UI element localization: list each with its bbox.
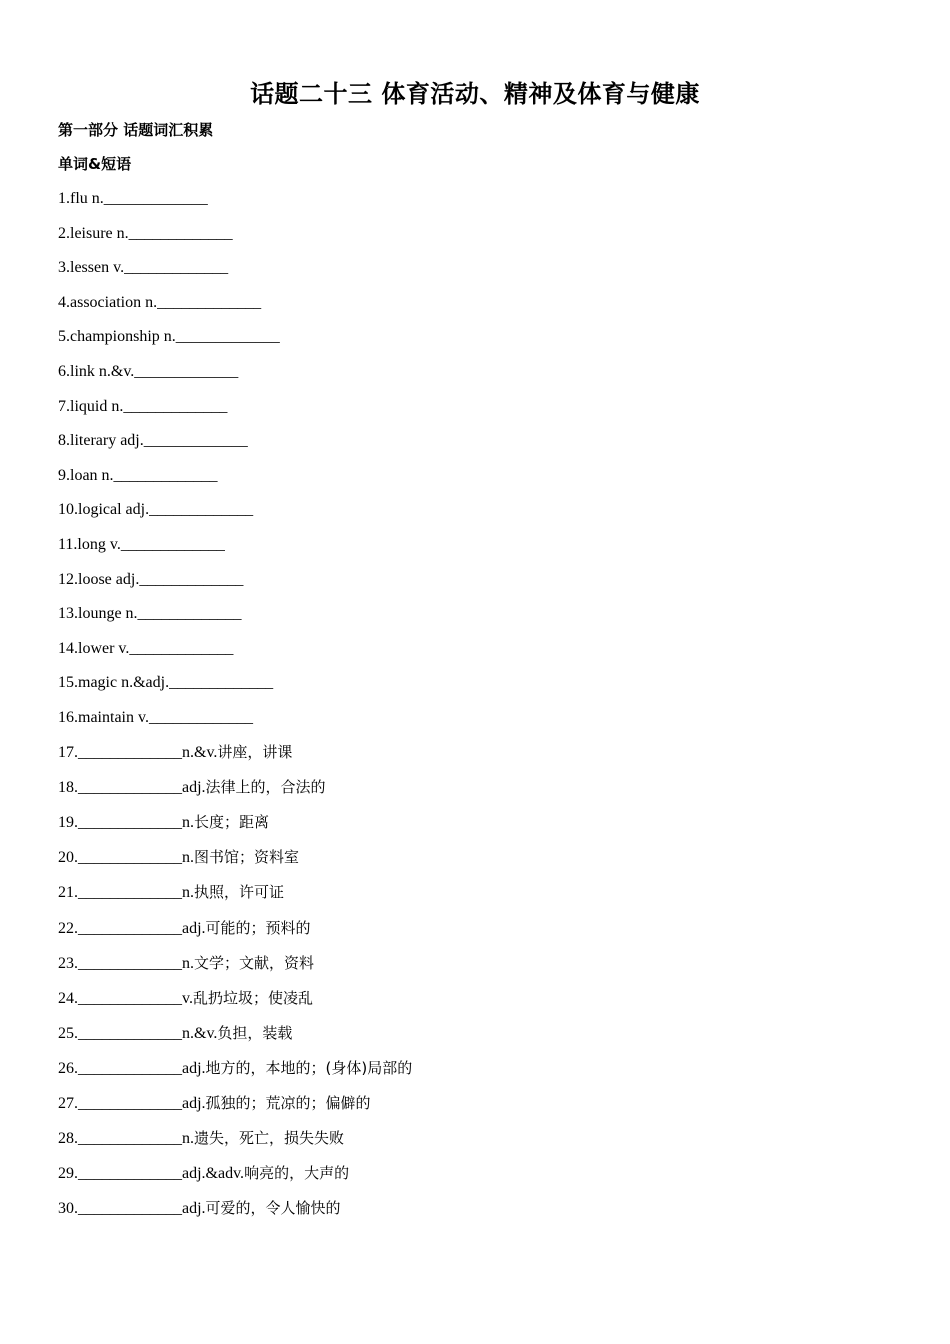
- answer-blank: _____________: [78, 1024, 182, 1042]
- item-word: logical adj.: [78, 501, 150, 519]
- item-part-of-speech: adj.: [182, 1200, 206, 1218]
- item-part-of-speech: v.: [182, 989, 193, 1007]
- vocab-item: [58, 326, 280, 348]
- item-number: 13.: [58, 605, 78, 623]
- answer-blank: _____________: [134, 363, 239, 380]
- item-meaning: 可爱的，令人愉快的: [205, 1199, 341, 1218]
- vocab-item: [58, 1057, 412, 1080]
- item-number: 8.: [58, 432, 70, 450]
- item-number: 24.: [58, 989, 78, 1007]
- item-part-of-speech: n.: [182, 814, 194, 832]
- vocab-item: [58, 603, 242, 625]
- vocab-item: [58, 776, 326, 799]
- item-number: 26.: [58, 1059, 78, 1077]
- item-number: 6.: [58, 363, 70, 380]
- vocab-item: [58, 1022, 292, 1045]
- answer-blank: _____________: [78, 1095, 182, 1112]
- item-number: 19.: [58, 814, 78, 832]
- item-part-of-speech: n.&v.: [182, 1024, 218, 1042]
- vocab-item: [58, 223, 233, 245]
- answer-blank: _____________: [129, 639, 234, 657]
- item-meaning: 可能的；预料的: [205, 918, 311, 937]
- item-number: 12.: [58, 570, 78, 588]
- vocab-item: [58, 465, 218, 487]
- vocab-item: [58, 1162, 349, 1185]
- vocab-item: [58, 430, 248, 452]
- item-number: 27.: [58, 1095, 78, 1112]
- vocab-item: [58, 811, 269, 834]
- vocab-item: [58, 638, 233, 660]
- item-part-of-speech: adj.: [182, 1095, 206, 1112]
- answer-blank: _____________: [113, 466, 218, 484]
- item-part-of-speech: adj.: [182, 779, 206, 797]
- vocab-item: [58, 257, 228, 279]
- item-word: loose adj.: [78, 570, 140, 588]
- item-word: flu n.: [70, 190, 104, 207]
- answer-blank: _____________: [157, 293, 262, 311]
- vocab-item: [58, 846, 299, 869]
- item-number: 14.: [58, 639, 78, 657]
- vocab-item: [58, 361, 238, 383]
- item-number: 3.: [58, 259, 70, 277]
- item-number: 29.: [58, 1165, 78, 1183]
- item-number: 2.: [58, 224, 70, 242]
- answer-blank: _____________: [175, 328, 280, 346]
- item-word: leisure n.: [70, 224, 129, 242]
- item-number: 7.: [58, 397, 70, 415]
- answer-blank: _____________: [169, 674, 274, 692]
- item-word: lounge n.: [78, 605, 138, 623]
- vocab-item: [58, 987, 313, 1010]
- answer-blank: _____________: [128, 224, 233, 242]
- vocab-item: [58, 741, 292, 764]
- item-part-of-speech: adj.: [182, 1059, 206, 1077]
- vocab-item: [58, 1127, 344, 1150]
- vocab-item: [58, 1092, 371, 1115]
- item-meaning: 法律上的，合法的: [205, 778, 326, 797]
- item-part-of-speech: n.: [182, 849, 194, 867]
- item-word: liquid n.: [70, 397, 124, 415]
- item-word: magic n.&adj.: [78, 674, 170, 692]
- item-number: 21.: [58, 884, 78, 902]
- item-number: 18.: [58, 779, 78, 797]
- answer-blank: _____________: [120, 536, 225, 553]
- answer-blank: _____________: [78, 1165, 182, 1183]
- item-number: 20.: [58, 849, 78, 867]
- answer-blank: _____________: [78, 849, 182, 867]
- item-word: lower v.: [78, 639, 130, 657]
- answer-blank: _____________: [103, 190, 208, 207]
- item-number: 17.: [58, 744, 78, 761]
- item-meaning: 响亮的，大声的: [244, 1164, 350, 1183]
- words-heading: 单词&短语: [58, 155, 132, 173]
- item-word: loan n.: [70, 466, 114, 484]
- vocab-item: [58, 707, 253, 729]
- vocab-item: [58, 292, 261, 314]
- item-number: 22.: [58, 919, 78, 937]
- item-number: 1.: [58, 190, 70, 207]
- item-part-of-speech: adj.&adv.: [182, 1165, 245, 1183]
- answer-blank: _____________: [78, 884, 182, 902]
- item-number: 11.: [58, 536, 78, 553]
- item-word: championship n.: [70, 328, 176, 346]
- item-meaning: 讲座，讲课: [217, 743, 293, 761]
- item-meaning: 文学；文献，资料: [194, 953, 315, 972]
- item-part-of-speech: n.: [182, 884, 194, 902]
- item-number: 25.: [58, 1024, 78, 1042]
- vocab-item: [58, 952, 314, 975]
- answer-blank: _____________: [148, 709, 253, 726]
- vocab-item: [58, 396, 227, 418]
- answer-blank: _____________: [143, 432, 248, 450]
- answer-blank: _____________: [137, 605, 242, 623]
- answer-blank: _____________: [139, 570, 244, 588]
- answer-blank: _____________: [78, 1059, 182, 1077]
- answer-blank: _____________: [124, 259, 229, 277]
- item-meaning: 图书馆；资料室: [194, 848, 300, 867]
- answer-blank: _____________: [78, 919, 182, 937]
- item-meaning: 地方的，本地的；(身体)局部的: [205, 1058, 413, 1077]
- answer-blank: _____________: [78, 989, 182, 1007]
- item-number: 4.: [58, 293, 70, 311]
- vocab-item: [58, 672, 273, 694]
- item-number: 23.: [58, 954, 78, 972]
- item-meaning: 负担，装载: [217, 1023, 293, 1042]
- item-number: 15.: [58, 674, 78, 692]
- item-meaning: 执照，许可证: [194, 883, 285, 902]
- answer-blank: _____________: [78, 954, 182, 972]
- answer-blank: _____________: [78, 1200, 182, 1218]
- item-number: 28.: [58, 1130, 78, 1148]
- item-word: lessen v.: [70, 259, 125, 277]
- page-title: 话题二十三 体育活动、精神及体育与健康: [250, 80, 700, 108]
- vocab-item: [58, 569, 243, 591]
- vocab-item: [58, 881, 284, 904]
- item-word: literary adj.: [70, 432, 144, 450]
- item-word: association n.: [70, 293, 158, 311]
- answer-blank: _____________: [78, 779, 182, 797]
- answer-blank: _____________: [78, 814, 182, 832]
- vocab-item: [58, 917, 311, 940]
- item-number: 10.: [58, 501, 78, 519]
- item-word: long v.: [77, 536, 121, 553]
- vocab-item: [58, 534, 225, 556]
- answer-blank: _____________: [149, 501, 254, 519]
- item-number: 16.: [58, 709, 78, 726]
- vocab-item: [58, 499, 253, 521]
- answer-blank: _____________: [78, 744, 182, 761]
- item-meaning: 遗失，死亡，损失失败: [194, 1129, 345, 1148]
- item-part-of-speech: adj.: [182, 919, 206, 937]
- item-meaning: 孤独的；荒凉的；偏僻的: [205, 1094, 371, 1112]
- item-number: 5.: [58, 328, 70, 346]
- item-part-of-speech: n.: [182, 954, 194, 972]
- vocab-item: [58, 188, 208, 210]
- item-word: link n.&v.: [70, 363, 135, 380]
- part-heading: 第一部分 话题词汇积累: [58, 121, 214, 139]
- item-number: 9.: [58, 466, 70, 484]
- item-meaning: 长度；距离: [194, 813, 270, 832]
- item-part-of-speech: n.: [182, 1130, 194, 1148]
- answer-blank: _____________: [78, 1130, 182, 1148]
- vocab-item: [58, 1197, 341, 1220]
- item-meaning: 乱扔垃圾；使凌乱: [192, 988, 313, 1007]
- item-number: 30.: [58, 1200, 78, 1218]
- answer-blank: _____________: [123, 397, 228, 415]
- item-part-of-speech: n.&v.: [182, 744, 218, 761]
- item-word: maintain v.: [78, 709, 149, 726]
